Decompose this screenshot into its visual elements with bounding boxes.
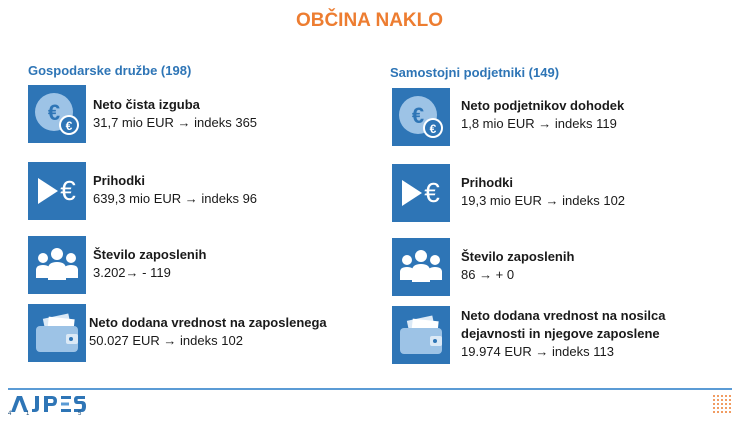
svg-text:5: 5 [78,411,82,416]
right-item-stevilo-zaposlenih [461,248,574,284]
left-item-neto-dodana-vrednost [89,314,327,350]
item-value: 1,8 mio EUR → indeks 119 [461,116,617,131]
item-value: 3.202→ - 119 [93,265,171,280]
svg-text:€: € [411,103,425,128]
dots-grid-icon [712,394,734,414]
euro-play-icon [392,164,450,222]
people-icon [392,238,450,296]
item-title: Neto dodana vrednost na zaposlenega [89,315,327,330]
item-title-line2: dejavnosti in njegove zaposlene [461,326,660,341]
item-value: 639,3 mio EUR → indeks 96 [93,191,258,206]
item-title: Prihodki [93,173,146,188]
item-title: Neto podjetnikov dohodek [461,98,625,113]
item-value: 86 → + 0 [461,267,515,282]
svg-text:1: 1 [26,411,30,416]
right-item-neto-podjetnikov-dohodek [461,97,624,133]
item-value: 19,3 mio EUR → indeks 102 [461,193,626,208]
left-item-neto-cista-izguba [93,96,257,132]
svg-text:4: 4 [8,411,12,416]
item-value: 19.974 EUR → indeks 113 [461,344,614,359]
item-value: 31,7 mio EUR → indeks 365 [93,115,258,130]
left-item-stevilo-zaposlenih [93,246,206,282]
svg-text:€: € [47,100,61,125]
section-heading-samostojni-podjetniki: Samostojni podjetniki (149) [390,65,560,80]
euro-coin-icon [28,85,86,143]
item-value: 50.027 EUR → indeks 102 [89,333,243,348]
svg-text:€: € [424,177,440,208]
item-title: Število zaposlenih [93,247,207,262]
footer-divider [8,388,732,390]
right-item-neto-dodana-vrednost [461,307,665,361]
item-title: Neto čista izguba [93,97,200,112]
right-item-prihodki [461,174,625,210]
svg-text:€: € [60,175,76,206]
wallet-icon [28,304,86,362]
item-title: Število zaposlenih [461,249,575,264]
page-title: OBČINA NAKLO [295,10,444,31]
section-heading-gospodarske-druzbe: Gospodarske družbe (198) [28,63,192,78]
wallet-icon [392,306,450,364]
item-title-line1: Neto dodana vrednost na nosilca [461,308,666,323]
euro-play-icon [28,162,86,220]
svg-text:€: € [65,119,73,133]
people-icon [28,236,86,294]
left-item-prihodki [93,172,257,208]
euro-coin-icon [392,88,450,146]
ajpes-logo [8,394,88,416]
svg-text:€: € [429,122,437,136]
item-title: Prihodki [461,175,514,190]
